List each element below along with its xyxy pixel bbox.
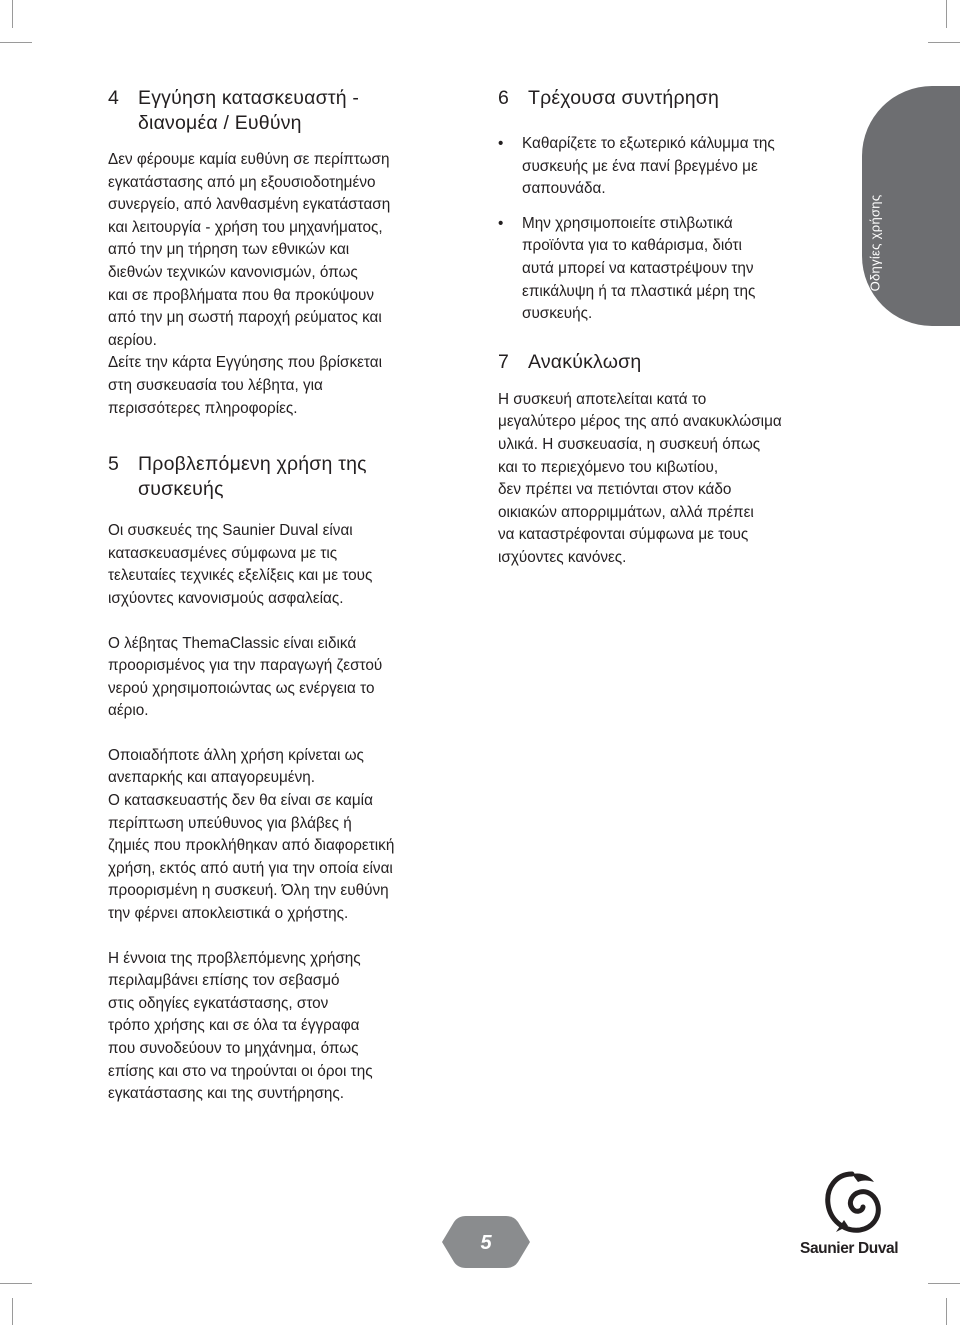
- crop-mark-bottom-right-h: [928, 1283, 960, 1284]
- section-4-paragraph: Δεν φέρουμε καμία ευθύνη σε περίπτωση εγκατάστασης από μη εξουσιοδοτημένο συνεργείο, από λανθασμένη εγκατάσταση και λειτουργία - χρήση του μηχανήματος, από την μη τήρηση των εθνικών και διεθνών τεχνικών κανονισμών, όπως και σε προβλήματα που θα προκύψουν από την μη σωστή παροχή ρεύματος και αερίου. Δείτε την κάρτα Εγγύησης που βρίσκεται στη συσκευασία του λέβητα, για περισσότερες πληροφορίες.: [108, 151, 391, 417]
- section-title: Προβλεπόμενη χρήση της συσκευής: [138, 453, 367, 501]
- bird-logo-icon: [822, 1168, 882, 1238]
- brand-wordmark: Saunier Duval: [800, 1240, 899, 1257]
- crop-mark-bottom-left-h: [0, 1283, 32, 1284]
- section-number: 5: [108, 453, 120, 476]
- section-5-paragraph-3: Οποιαδήποτε άλλη χρήση κρίνεται ως ανεπαρκής και απαγορευμένη. Ο κατασκευαστής δεν θα είναι σε καμία περίπτωση υπεύθυνος για βλάβες ή ζημιές που προκλήθηκαν από διαφορετική χρήση, εκτός από αυτή για την οποία είναι προορισμένη η συσκευή. Όλη την ευθύνη την φέρνει αποκλειστικά ο χρήστης.: [108, 746, 395, 923]
- page-number: 5: [480, 1231, 492, 1254]
- section-5-paragraph-1: Οι συσκευές της Saunier Duval είναι κατασκευασμένες σύμφωνα με τις τελευταίες τεχνικές εξελίξεις και με τους ισχύοντες κανονισμούς ασφαλείας.: [108, 522, 373, 607]
- right-column: [498, 86, 858, 570]
- bullet-icon: •: [498, 214, 504, 232]
- section-4-heading: [108, 86, 468, 136]
- section-7-heading: [498, 350, 858, 375]
- left-column: [108, 86, 468, 1106]
- crop-mark-bottom-left: [12, 1298, 13, 1325]
- crop-mark-top-left: [12, 0, 13, 28]
- section-number: 6: [498, 87, 510, 109]
- section-title: Τρέχουσα συντήρηση: [528, 87, 720, 109]
- bullet-icon: •: [498, 135, 504, 152]
- list-item: • Μην χρησιμοποιείτε στιλβωτικά προϊόντα για το καθάρισμα, διότι αυτά μπορεί να καταστρέψουν την επικάλυψη ή τα πλαστικά μέρη της συσκευής.: [498, 214, 756, 323]
- list-item: • Καθαρίζετε το εξωτερικό κάλυμμα της συσκευής με ένα πανί βρεγμένο με σαπουνάδα.: [498, 135, 775, 198]
- brand-logo: [800, 1168, 910, 1258]
- page-number-badge: [442, 1214, 530, 1270]
- section-5-paragraph-4: Η έννοια της προβλεπόμενης χρήσης περιλαμβάνει επίσης τον σεβασμό στις οδηγίες εγκατάστασης, στον τρόπο χρήσης και σε όλα τα έγγραφα που συνοδεύουν το μηχάνημα, όπως επίσης και στο να τηρούνται οι όροι της εγκατάστασης και της συντήρησης.: [108, 949, 373, 1103]
- section-number: 4: [108, 87, 120, 109]
- section-7-paragraph: Η συσκευή αποτελείται κατά το μεγαλύτερο μέρος της από ανακυκλώσιμα υλικά. Η συσκευασία, η συσκευή όπως και το περιεχόμενο του κιβωτίου, δεν πρέπει να πετιόνται στον κάδο οικιακών απορριμμάτων, αλλά πρέπει να καταστρέφονται σύμφωνα με τους ισχύοντες κανόνες.: [498, 390, 782, 566]
- section-number: 7: [498, 350, 510, 373]
- section-6-heading: [498, 86, 858, 111]
- section-title: Ανακύκλωση: [528, 350, 642, 373]
- section-5-heading: [108, 452, 468, 502]
- section-5-paragraph-2: Ο λέβητας ThemaClassic είναι ειδικά προορισμένος για την παραγωγή ζεστού νερού χρησιμοποιώντας ως ενέργεια το αέριο.: [108, 634, 383, 720]
- crop-mark-top-left-h: [0, 42, 32, 43]
- side-tab-label: Οδηγίες χρήσης: [867, 194, 883, 292]
- section-6-bullet-list: [498, 133, 858, 326]
- crop-mark-bottom-right: [946, 1298, 947, 1325]
- crop-mark-top-right: [946, 0, 947, 28]
- crop-mark-top-right-h: [928, 42, 960, 43]
- section-title: Εγγύηση κατασκευαστή - διανομέα / Ευθύνη: [138, 87, 360, 134]
